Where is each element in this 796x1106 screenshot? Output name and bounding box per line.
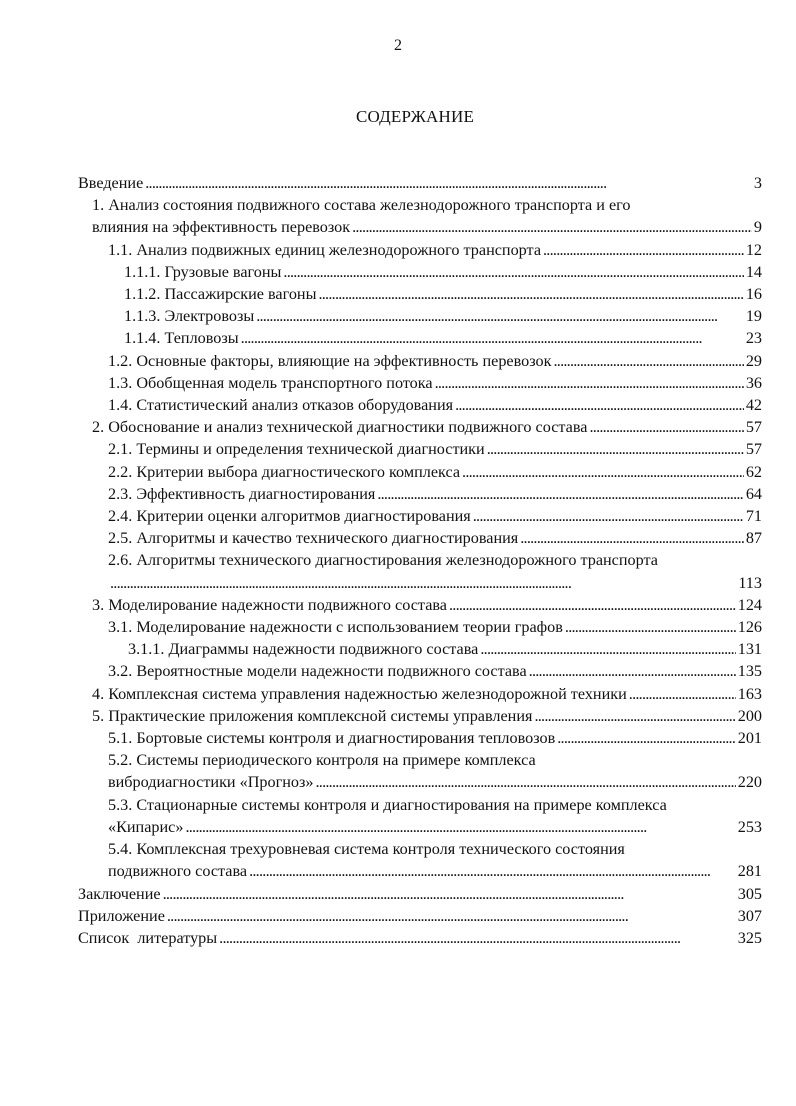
toc-leader	[110, 572, 736, 594]
toc-leader	[185, 816, 735, 838]
toc-entry-title: 1.1. Анализ подвижных единиц железнодорожного транспорта	[108, 240, 542, 259]
toc-leader	[435, 372, 744, 394]
toc-leader	[554, 350, 744, 372]
toc-entry-s1-3	[78, 372, 762, 394]
toc-entry-title: Приложение	[78, 906, 165, 925]
toc-entry-title: 5. Практические приложения комплексной системы управления	[92, 706, 533, 725]
toc-leader	[473, 505, 744, 527]
toc-leader	[449, 594, 736, 616]
toc-entry-s1-1-3	[78, 305, 762, 327]
toc-entry-page: 126	[737, 618, 762, 637]
toc-entry-page: 124	[737, 595, 762, 614]
toc-entry-page: 36	[745, 373, 762, 392]
toc-entry-s3-1	[78, 616, 762, 638]
toc-entry-s1-2	[78, 350, 762, 372]
toc-entry-page: 113	[738, 573, 762, 592]
toc-entry-s3	[78, 594, 762, 616]
toc-entry-s1	[78, 216, 762, 238]
toc-entry-title: 3. Моделирование надежности подвижного состава	[92, 595, 447, 614]
toc-leader	[318, 283, 743, 305]
toc-entry-s2-2	[78, 461, 762, 483]
toc-entry-title: 3.1. Моделирование надежности с использованием теории графов	[108, 618, 563, 637]
toc-entry-introduction	[78, 172, 762, 194]
toc-leader	[256, 305, 744, 327]
toc-entry-page: 135	[737, 662, 762, 681]
toc-entry-page: 62	[745, 462, 762, 481]
toc-entry-appendix	[78, 905, 762, 927]
toc-entry-title: 4. Комплексная система управления надежностью железнодорожной техники	[92, 684, 627, 703]
toc-leader	[462, 461, 744, 483]
toc-leader	[589, 416, 743, 438]
toc-entry-s3-2	[78, 660, 762, 682]
toc-entry-title: 2.5. Алгоритмы и качество технического диагностирования	[108, 529, 519, 548]
toc-leader	[487, 438, 744, 460]
toc-entry-page: 29	[745, 351, 762, 370]
toc-leader	[352, 216, 752, 238]
toc-entry-title: 1.1.4. Тепловозы	[124, 329, 239, 348]
toc-entry-page: 305	[737, 884, 762, 903]
toc-entry-conclusion	[78, 883, 762, 905]
toc-entry-s2-1	[78, 438, 762, 460]
toc-entry-title: вибродиагностики «Прогноз»	[108, 773, 314, 792]
toc-entry-s1-line1: 1. Анализ состояния подвижного состава железнодорожного транспорта и его	[92, 196, 631, 215]
toc-entry-page: 16	[745, 285, 762, 304]
toc-entry-page: 23	[745, 329, 762, 348]
toc-entry-s2-3	[78, 483, 762, 505]
toc-entry-title: 2.2. Критерии выбора диагностического комплекса	[108, 462, 461, 481]
toc-entry-page: 42	[745, 396, 762, 415]
toc-entry-page: 307	[737, 906, 762, 925]
toc-entry-page: 163	[737, 684, 762, 703]
toc-entry-s3-1-1	[78, 638, 762, 660]
toc-leader	[557, 727, 735, 749]
toc-leader	[316, 771, 736, 793]
toc-entry-page: 201	[737, 729, 762, 748]
toc-entry-page: 200	[737, 706, 762, 725]
toc-entry-s2-6-line1: 2.6. Алгоритмы технического диагностирования железнодорожного транспорта	[108, 551, 658, 570]
toc-entry-title: 1.1.3. Электровозы	[124, 307, 255, 326]
toc-leader	[534, 705, 735, 727]
toc-entry-title: Введение	[78, 174, 144, 192]
toc-entry-page: 71	[745, 507, 762, 526]
toc-leader	[543, 239, 744, 261]
toc-leader	[377, 483, 743, 505]
toc-entry-s1-4	[78, 394, 762, 416]
toc-entry-s1-1-4	[78, 327, 762, 349]
toc-entry-s1-1	[78, 239, 762, 261]
page-title: СОДЕРЖАНИЕ	[355, 107, 475, 126]
toc-entry-title: 2. Обоснование и анализ технической диагностики подвижного состава	[92, 418, 588, 437]
toc-entry-title: подвижного состава	[108, 862, 248, 881]
toc-leader	[163, 883, 736, 905]
toc-leader	[167, 905, 736, 927]
toc-entry-page: 253	[737, 817, 762, 836]
toc-entry-title: 3.1.1. Диаграммы надежности подвижного состава	[128, 640, 479, 659]
toc-entry-s1-1-2	[78, 283, 762, 305]
toc-entry-page: 19	[745, 307, 762, 326]
toc-entry-page: 12	[745, 240, 762, 259]
toc-entry-page: 9	[753, 218, 762, 237]
toc-entry-title: Заключение	[78, 884, 161, 903]
toc-leader	[455, 394, 744, 416]
toc-leader	[283, 261, 743, 283]
page-number: 2	[394, 37, 402, 54]
toc-entry-title: 2.3. Эффективность диагностирования	[108, 484, 376, 503]
toc-entry-title: 5.1. Бортовые системы контроля и диагностирования тепловозов	[108, 729, 556, 748]
toc-entry-title: 1.3. Обобщенная модель транспортного потока	[108, 373, 433, 392]
toc-entry-title: 1.1.2. Пассажирские вагоны	[124, 285, 317, 304]
toc-entry-page: 325	[737, 928, 762, 947]
toc-entry-title: 1.4. Статистический анализ отказов оборудования	[108, 396, 454, 415]
toc-entry-page: 281	[737, 862, 762, 881]
toc-entry-s5-1	[78, 727, 762, 749]
toc-entry-title: 2.4. Критерии оценки алгоритмов диагностирования	[108, 507, 471, 526]
toc-entry-s2-6	[78, 572, 762, 594]
toc-leader	[629, 683, 736, 705]
toc-leader	[219, 927, 736, 949]
toc-leader	[520, 527, 744, 549]
toc-entry-page: 14	[745, 262, 762, 281]
toc-entry-s5-4	[78, 860, 762, 882]
toc-entry-title: 1.1.1. Грузовые вагоны	[124, 262, 282, 281]
toc-entry-s5-3	[78, 816, 762, 838]
toc-entry-s4	[78, 683, 762, 705]
toc-entry-page: 64	[745, 484, 762, 503]
toc-entry-title: «Кипарис»	[108, 817, 184, 836]
toc-entry-page: 57	[745, 418, 762, 437]
toc-entry-page: 87	[745, 529, 762, 548]
toc-entry-page: 131	[737, 640, 762, 659]
toc-entry-page: 3	[753, 174, 762, 192]
toc-leader	[480, 638, 735, 660]
toc-entry-title: влияния на эффективность перевозок	[92, 218, 351, 237]
toc-leader	[241, 327, 744, 349]
toc-entry-title: 3.2. Вероятностные модели надежности подвижного состава	[108, 662, 527, 681]
toc-entry-title: 1.2. Основные факторы, влияющие на эффективность перевозок	[108, 351, 552, 370]
toc-leader	[529, 660, 736, 682]
toc-leader	[565, 616, 736, 638]
toc-entry-s5-2	[78, 771, 762, 793]
toc-leader	[145, 172, 752, 194]
toc-entry-s5-3-line1: 5.3. Стационарные системы контроля и диагностирования на примере комплекса	[108, 795, 667, 814]
toc-entry-s2-4	[78, 505, 762, 527]
toc-entry-s5	[78, 705, 762, 727]
toc-entry-s1-1-1	[78, 261, 762, 283]
toc-leader	[249, 860, 736, 882]
toc-entry-s2-5	[78, 527, 762, 549]
toc-entry-title: 2.1. Термины и определения технической диагностики	[108, 440, 485, 459]
toc-entry-title: Список литературы	[78, 928, 218, 947]
toc-entry-s5-4-line1: 5.4. Комплексная трехуровневая система контроля технического состояния	[108, 840, 625, 859]
toc-entry-page: 220	[737, 773, 762, 792]
toc-entry-references	[78, 927, 762, 949]
toc-entry-page: 57	[745, 440, 762, 459]
toc-entry-s5-2-line1: 5.2. Системы периодического контроля на примере комплекса	[108, 751, 536, 770]
toc-entry-s2	[78, 416, 762, 438]
table-of-contents	[78, 172, 762, 949]
